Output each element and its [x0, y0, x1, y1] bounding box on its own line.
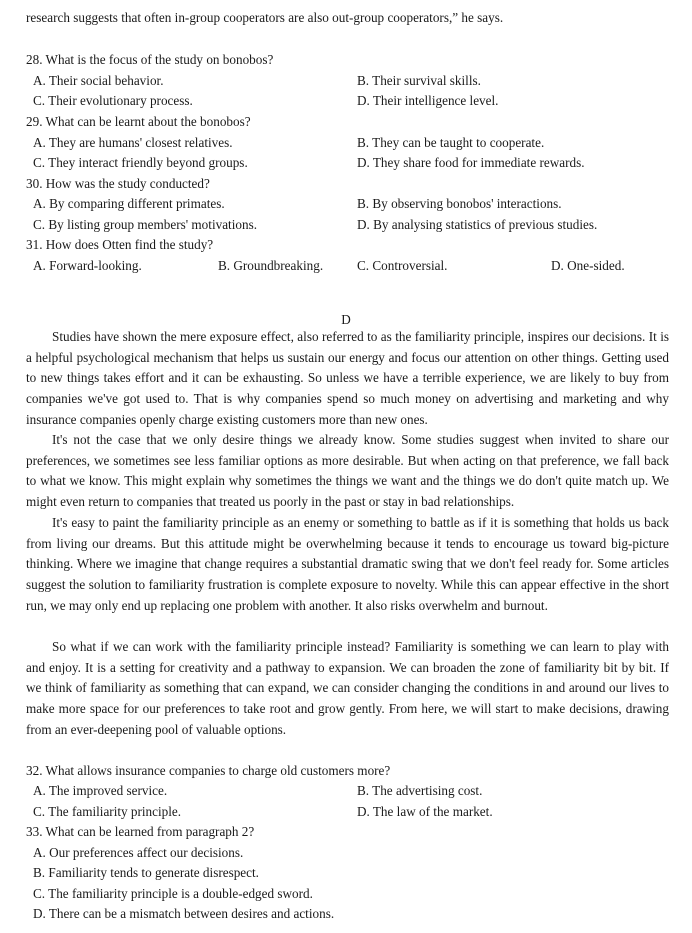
passage-d-paragraph-1: Studies have shown the mere exposure effect, also referred to as the familiarity principle, inspires our decisions. It is a helpful psychological mechanism that helps us sustain our energy and focus our attention on other things. Getting used to new things takes effort and it can be exhausting. So unless we have a terrible experience, we are likely to buy from companies we've got used to. That is why companies spend so much money on advertising and marketing and why insurance companies openly charge existing customers more than new ones. [26, 329, 669, 427]
section-heading-d: D [341, 312, 351, 327]
question-29-option-d: D. They share food for immediate rewards. [357, 155, 585, 170]
question-31-option-c: C. Controversial. [357, 258, 448, 273]
question-30-option-d: D. By analysing statistics of previous studies. [357, 217, 598, 232]
question-28-option-d: D. Their intelligence level. [357, 93, 499, 108]
question-29-option-b: B. They can be taught to cooperate. [357, 135, 545, 150]
passage-d-paragraph-3: It's easy to paint the familiarity principle as an enemy or something to battle as if it is something that holds us back from living our dreams. But this attitude might be overwhelming because it tends to encourage us toward big-picture thinking. Where we imagine that change requires a substantial dramatic swing that we don't feel ready for. Some articles suggest the solution to familiarity frustration is complete exposure to novelty. While this can appear effective in the short run, we may only end up replacing one problem with another. It also risks overwhelm and burnout. [26, 515, 669, 613]
question-32-option-b: B. The advertising cost. [357, 783, 483, 798]
question-30-option-b: B. By observing bonobos' interactions. [357, 196, 562, 211]
question-29-stem: 29. What can be learnt about the bonobos? [26, 114, 251, 129]
question-31-option-a: A. Forward-looking. [33, 258, 142, 273]
question-31-option-d: D. One-sided. [551, 258, 625, 273]
passage-c-last-line: research suggests that often in-group cooperators are also out-group cooperators,” he says. [26, 10, 504, 25]
question-28-option-a: A. Their social behavior. [33, 73, 164, 88]
question-31-option-b: B. Groundbreaking. [218, 258, 324, 273]
passage-d-paragraph-2: It's not the case that we only desire things we already know. Some studies suggest when invited to share our preferences, we sometimes see less familiar options as more desirable. But when acting on that preference, we fall back to what we know. This might explain why sometimes the things we want and the things we do don't quite match up. We might even return to companies that treated us poorly in the past or stay in bad relationships. [26, 432, 669, 509]
question-28-stem: 28. What is the focus of the study on bonobos? [26, 52, 274, 67]
question-28-option-b: B. Their survival skills. [357, 73, 481, 88]
question-31-stem: 31. How does Otten find the study? [26, 237, 214, 252]
question-33-stem: 33. What can be learned from paragraph 2? [26, 824, 255, 839]
question-33-option-c: C. The familiarity principle is a double-edged sword. [33, 886, 313, 901]
question-30-option-a: A. By comparing different primates. [33, 196, 225, 211]
question-29-option-c: C. They interact friendly beyond groups. [33, 155, 248, 170]
question-30-stem: 30. How was the study conducted? [26, 176, 210, 191]
question-32-stem: 32. What allows insurance companies to charge old customers more? [26, 763, 391, 778]
question-33-option-b: B. Familiarity tends to generate disrespect. [33, 865, 259, 880]
question-29-option-a: A. They are humans' closest relatives. [33, 135, 233, 150]
question-33-option-d: D. There can be a mismatch between desires and actions. [33, 906, 335, 921]
question-32-option-c: C. The familiarity principle. [33, 804, 182, 819]
question-33-option-a: A. Our preferences affect our decisions. [33, 845, 244, 860]
question-32-option-d: D. The law of the market. [357, 804, 493, 819]
question-28-option-c: C. Their evolutionary process. [33, 93, 193, 108]
question-30-option-c: C. By listing group members' motivations. [33, 217, 257, 232]
question-32-option-a: A. The improved service. [33, 783, 168, 798]
passage-d-paragraph-4: So what if we can work with the familiarity principle instead? Familiarity is something we can learn to play with and enjoy. It is a setting for creativity and a pathway to expansion. We can broaden the zone of familiarity bit by bit. If we think of familiarity as something that can expand, we can consider changing the conditions in and around our lives to make more space for our preferences to take root and grow gently. From here, we will start to make decisions, drawing from an ever-deepening pool of valuable options. [26, 639, 669, 737]
